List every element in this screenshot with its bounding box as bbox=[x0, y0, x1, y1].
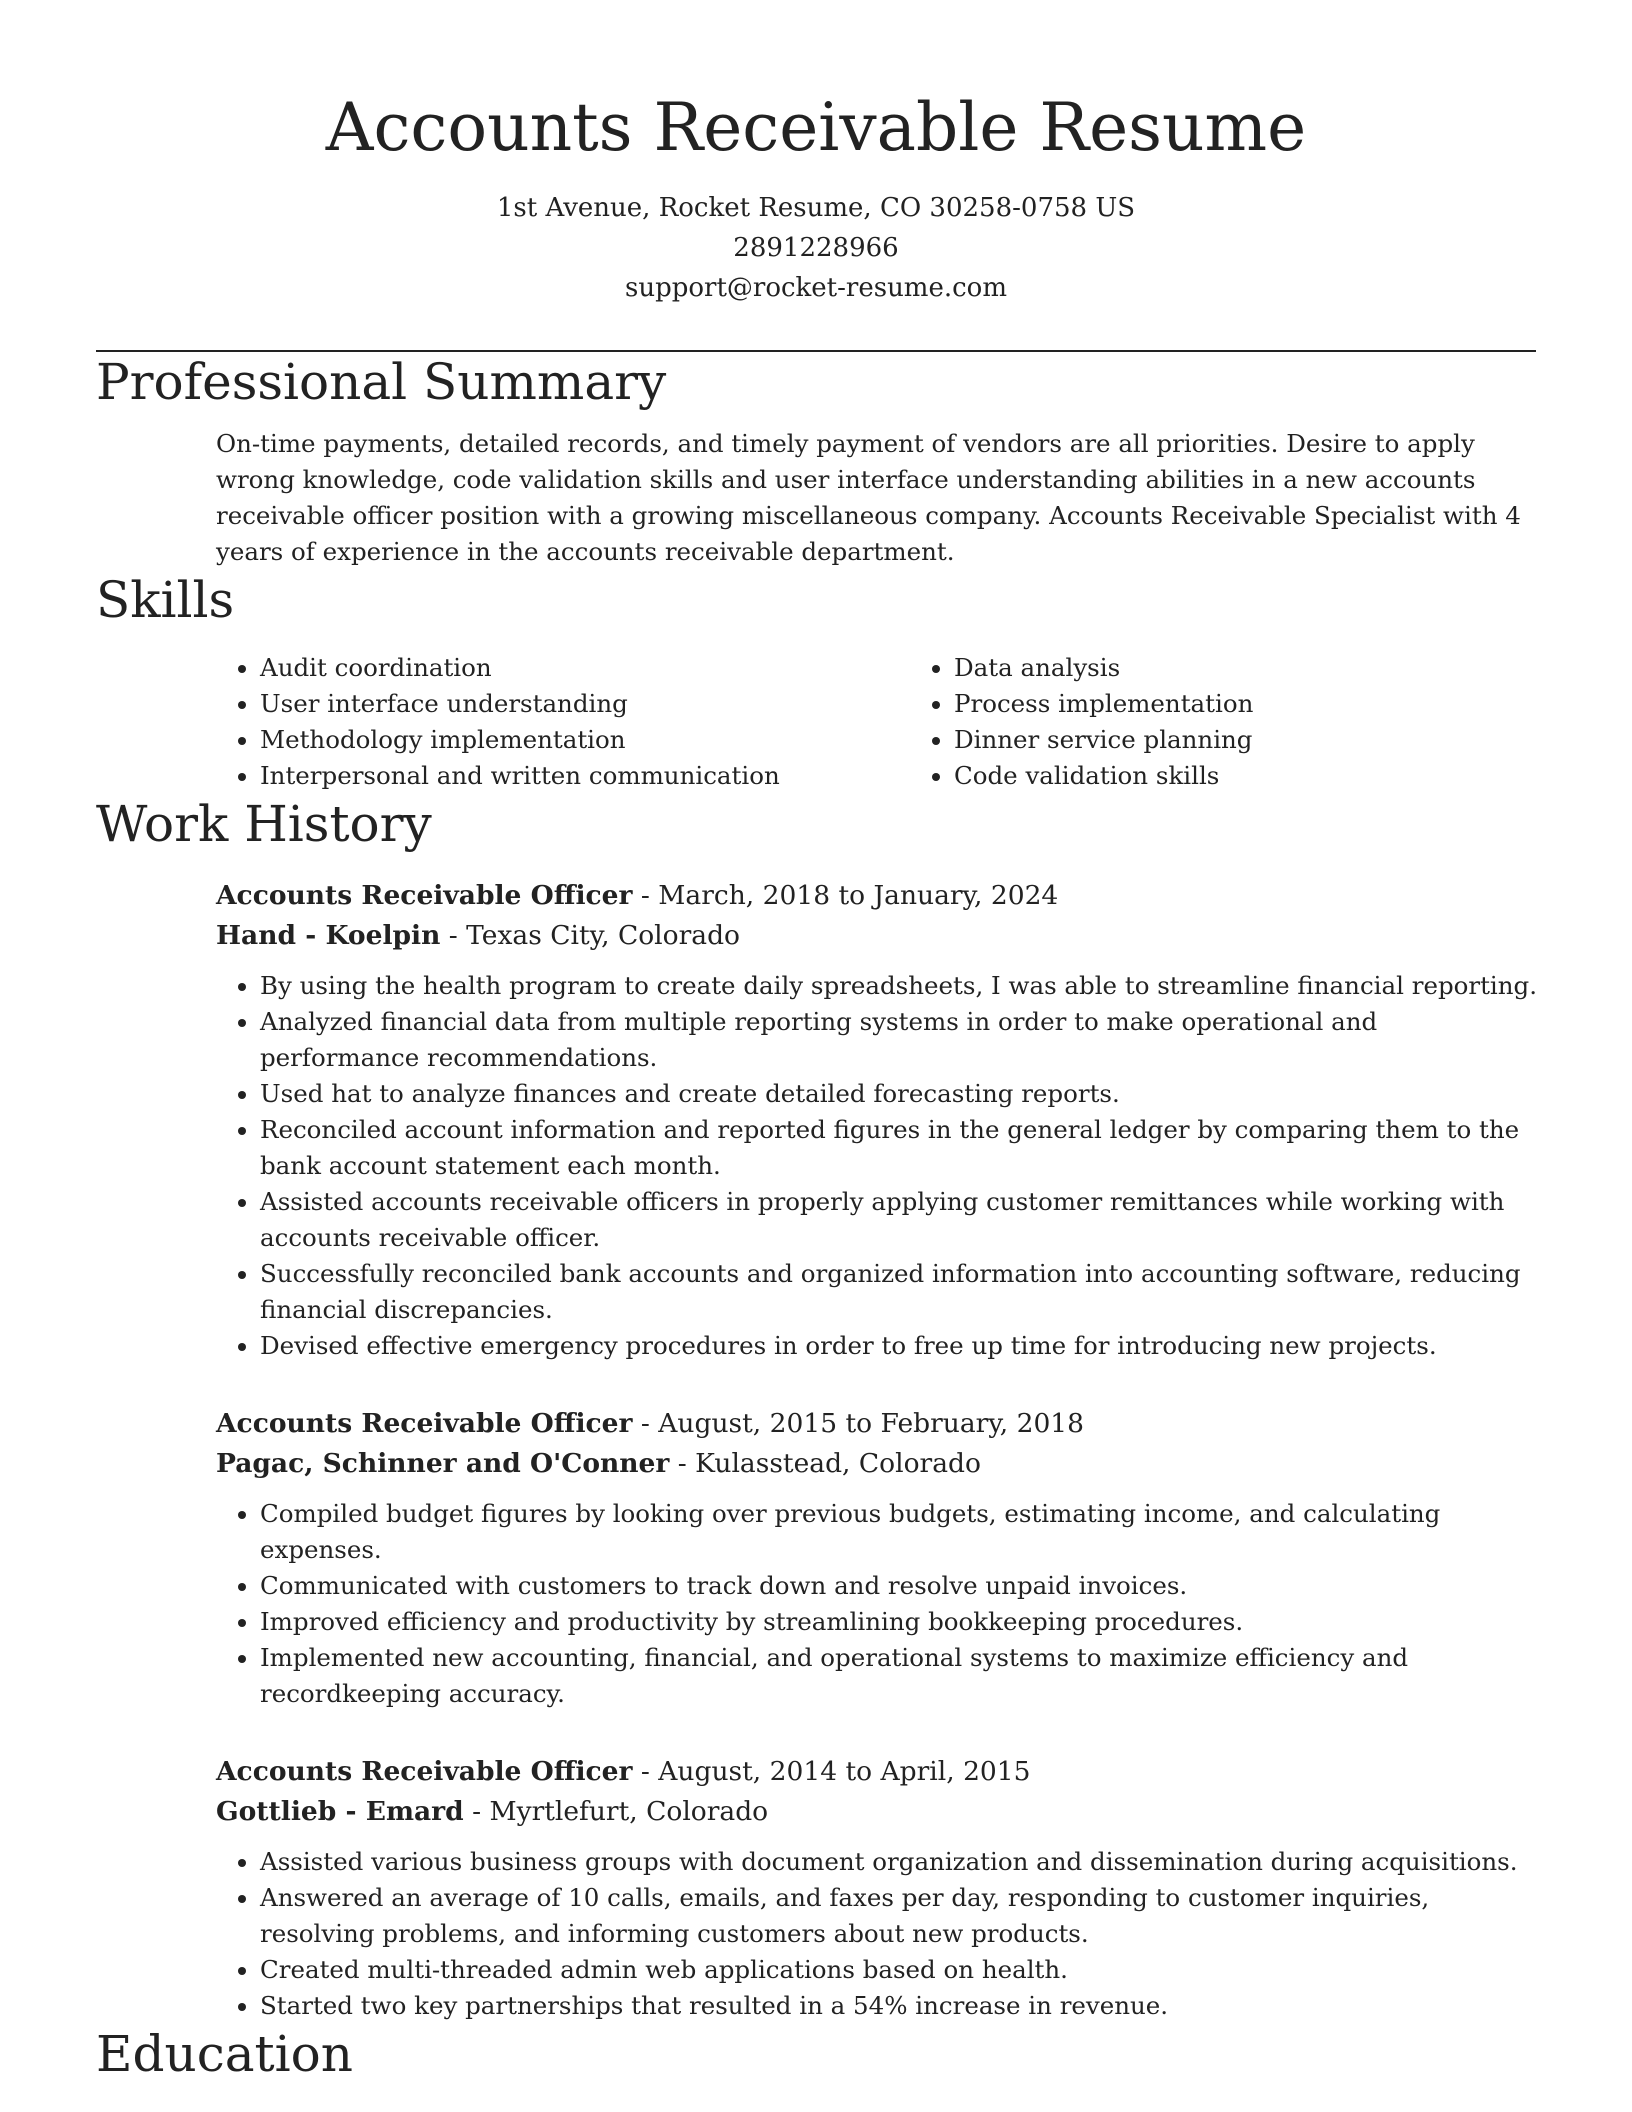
skill-item: • User interface understanding bbox=[260, 686, 910, 722]
education-heading: Education bbox=[96, 2025, 353, 2083]
contact-email: support@rocket-resume.com bbox=[624, 273, 1007, 303]
job-dates: - August, 2014 to April, 2015 bbox=[632, 1756, 1031, 1787]
job-bullet: • Compiled budget figures by looking over previous budgets, estimating income, and calculating expenses. bbox=[260, 1496, 1540, 1568]
job-entry bbox=[216, 1404, 1536, 1712]
contact-block bbox=[96, 188, 1536, 308]
job-bullet: • Started two key partnerships that resulted in a 54% increase in revenue. bbox=[260, 1988, 1540, 2024]
job-bullet: • Communicated with customers to track down and resolve unpaid invoices. bbox=[260, 1568, 1540, 1604]
job-bullet: • Reconciled account information and reported figures in the general ledger by comparing them to the bank account statement each month. bbox=[260, 1112, 1540, 1184]
job-location: - Myrtlefurt, Colorado bbox=[463, 1796, 769, 1827]
job-bullet: • By using the health program to create daily spreadsheets, I was able to streamline financial reporting. bbox=[260, 968, 1540, 1004]
job-bullets bbox=[216, 968, 1540, 1364]
skill-item: • Interpersonal and written communication bbox=[260, 758, 910, 794]
job-title: Accounts Receivable Officer bbox=[216, 1756, 633, 1787]
summary-heading: Professional Summary bbox=[96, 353, 667, 411]
job-company: Pagac, Schinner and O'Conner bbox=[216, 1448, 670, 1479]
job-bullet: • Devised effective emergency procedures in order to free up time for introducing new projects. bbox=[260, 1328, 1540, 1364]
job-bullet: • Assisted accounts receivable officers in properly applying customer remittances while working with accounts receivable officer. bbox=[260, 1184, 1540, 1256]
summary-text: On-time payments, detailed records, and timely payment of vendors are all priorities. Desire to apply wrong knowledge, code validation skills and user interface understanding abilities in a new accounts receivable officer position with a growing miscellaneous company. Accounts Receivable Specialist with 4 years of experience in the accounts receivable department. bbox=[216, 429, 1521, 566]
job-location: - Texas City, Colorado bbox=[440, 920, 740, 951]
job-bullet: • Analyzed financial data from multiple reporting systems in order to make operational and performance recommendations. bbox=[260, 1004, 1540, 1076]
job-bullet: • Implemented new accounting, financial, and operational systems to maximize efficiency and recordkeeping accuracy. bbox=[260, 1640, 1540, 1712]
skill-item: • Dinner service planning bbox=[954, 722, 1514, 758]
contact-address: 1st Avenue, Rocket Resume, CO 30258-0758 US bbox=[496, 193, 1136, 223]
job-company-line bbox=[216, 1792, 1536, 1832]
job-title-line bbox=[216, 1404, 1536, 1444]
job-bullet: • Successfully reconciled bank accounts and organized information into accounting software, reducing financial discrepancies. bbox=[260, 1256, 1540, 1328]
job-company: Hand - Koelpin bbox=[216, 920, 441, 951]
skill-item: • Methodology implementation bbox=[260, 722, 910, 758]
work-history-heading: Work History bbox=[96, 795, 432, 853]
skills-heading: Skills bbox=[96, 571, 235, 629]
job-location: - Kulasstead, Colorado bbox=[669, 1448, 981, 1479]
skills-column-right bbox=[910, 650, 1514, 794]
job-title: Accounts Receivable Officer bbox=[216, 880, 633, 911]
job-title-line bbox=[216, 1752, 1536, 1792]
job-title: Accounts Receivable Officer bbox=[216, 1408, 633, 1439]
skill-item: • Audit coordination bbox=[260, 650, 910, 686]
job-dates: - August, 2015 to February, 2018 bbox=[632, 1408, 1085, 1439]
job-dates: - March, 2018 to January, 2024 bbox=[632, 880, 1059, 911]
job-bullet: • Used hat to analyze finances and create detailed forecasting reports. bbox=[260, 1076, 1540, 1112]
skills-column-left bbox=[216, 650, 910, 794]
skills-list bbox=[216, 650, 1536, 794]
skill-item: • Process implementation bbox=[954, 686, 1514, 722]
resume-page bbox=[96, 0, 1536, 2084]
job-title-line bbox=[216, 876, 1536, 916]
skill-item: • Code validation skills bbox=[954, 758, 1514, 794]
job-bullets bbox=[216, 1844, 1540, 2024]
skill-item: • Data analysis bbox=[954, 650, 1514, 686]
job-bullet: • Created multi-threaded admin web applications based on health. bbox=[260, 1952, 1540, 1988]
contact-phone: 2891228966 bbox=[733, 233, 899, 263]
job-bullet: • Assisted various business groups with document organization and dissemination during acquisitions. bbox=[260, 1844, 1540, 1880]
job-entry bbox=[216, 876, 1536, 1364]
job-bullet: • Improved efficiency and productivity by streamlining bookkeeping procedures. bbox=[260, 1604, 1540, 1640]
job-company-line bbox=[216, 1444, 1536, 1484]
job-bullet: • Answered an average of 10 calls, emails, and faxes per day, responding to customer inquiries, resolving problems, and informing customers about new products. bbox=[260, 1880, 1540, 1952]
resume-title: Accounts Receivable Resume bbox=[325, 89, 1307, 166]
job-company-line bbox=[216, 916, 1536, 956]
job-entry bbox=[216, 1752, 1536, 2024]
job-company: Gottlieb - Emard bbox=[216, 1796, 464, 1827]
job-bullets bbox=[216, 1496, 1540, 1712]
